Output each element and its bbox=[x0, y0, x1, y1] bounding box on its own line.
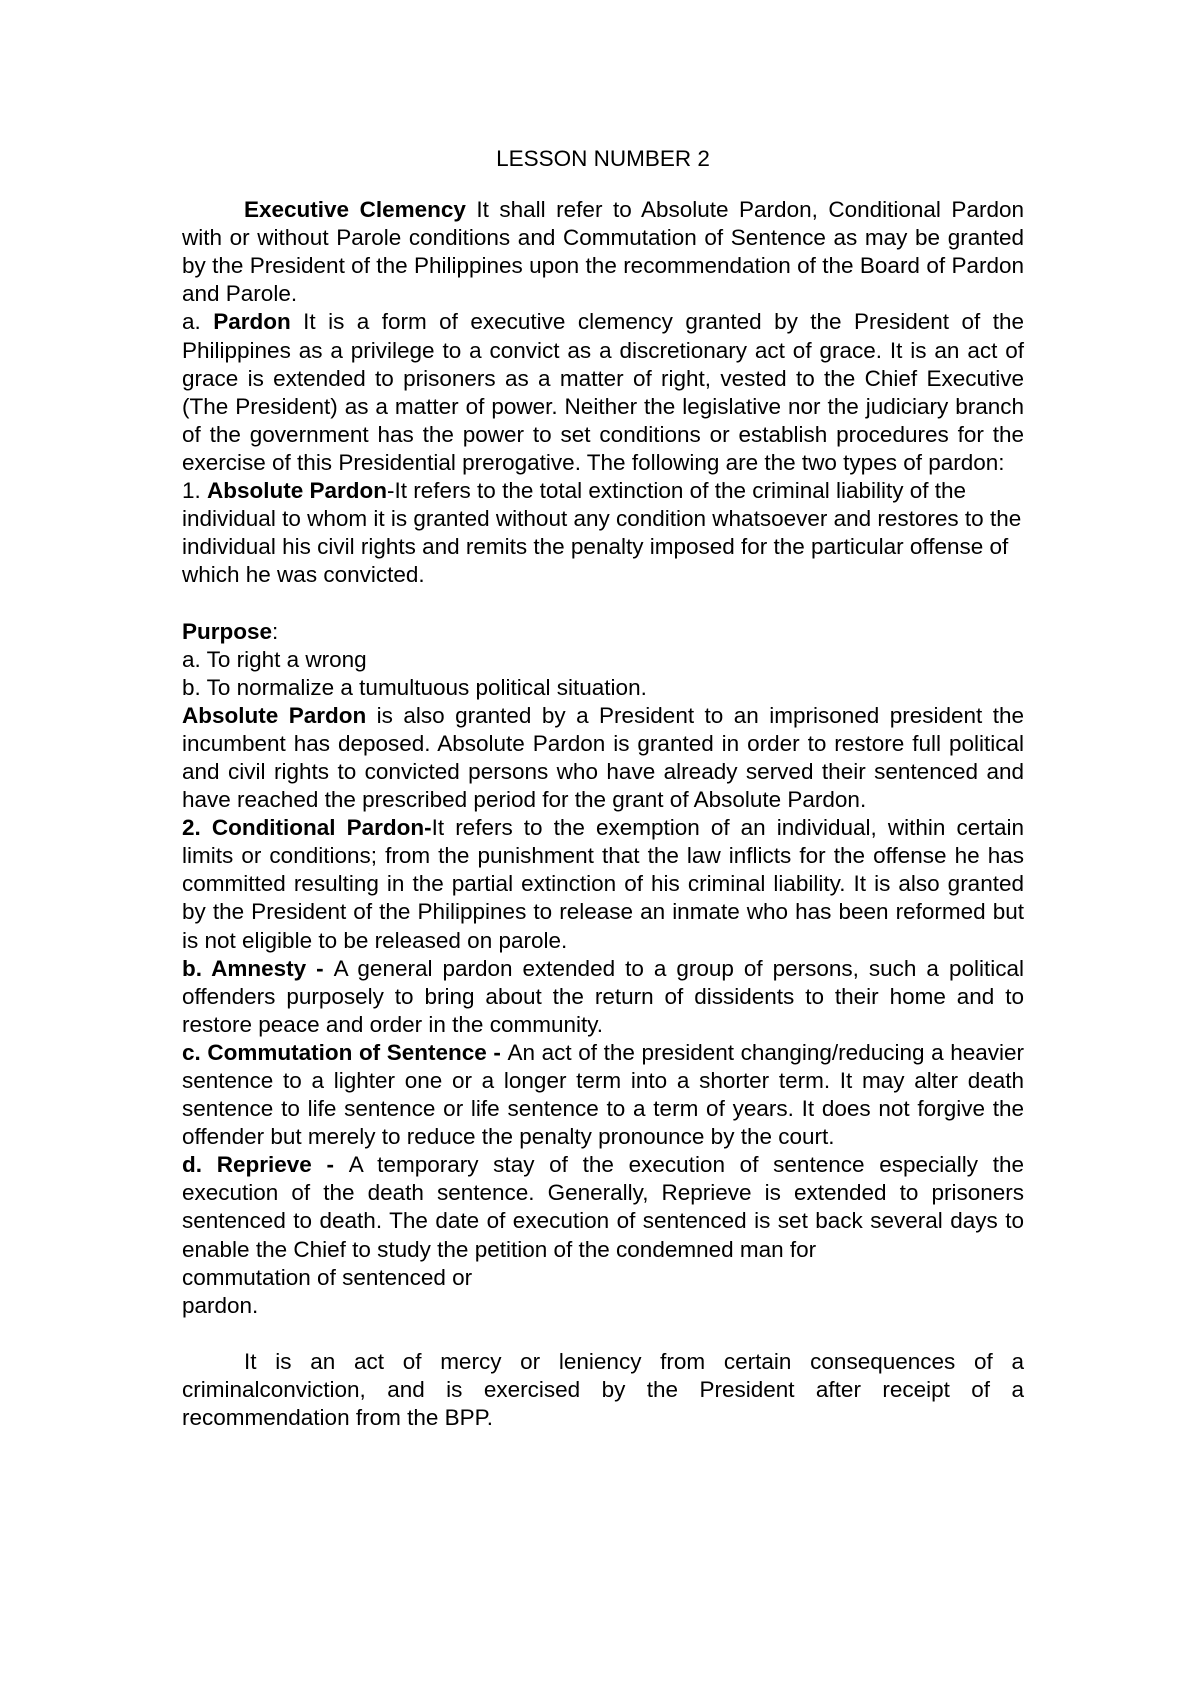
commutation-paragraph bbox=[182, 1039, 1024, 1151]
purpose-item: b. To normalize a tumultuous political situation. bbox=[182, 674, 647, 700]
absolute-pardon-text: -It refers to the total extinction of the criminal liability of the individual to whom it is granted without any condition whatsoever and restores to the individual his civil rights and remits the penalty imposed for the particular offense of which he was convicted. bbox=[182, 478, 1022, 588]
purpose-heading-label: Purpose bbox=[182, 618, 273, 644]
executive-clemency-term: Executive Clemency bbox=[244, 197, 466, 223]
absolute-pardon-2-term: Absolute Pardon bbox=[182, 702, 367, 728]
purpose-heading bbox=[182, 618, 1024, 646]
reprieve-paragraph bbox=[182, 1151, 1024, 1263]
absolute-pardon-paragraph bbox=[182, 477, 1024, 589]
purpose-item: a. To right a wrong bbox=[182, 646, 367, 672]
reprieve-term: d. Reprieve - bbox=[182, 1152, 349, 1178]
conditional-pardon-term: 2. Conditional Pardon- bbox=[182, 815, 432, 841]
blank-line bbox=[182, 1320, 1024, 1348]
absolute-pardon-2-paragraph bbox=[182, 702, 1024, 814]
closing-paragraph: It is an act of mercy or leniency from certain consequences of a criminalconviction, and is exercised by the President after receipt of a recommendation from the BPP. bbox=[182, 1348, 1024, 1431]
purpose-heading-colon: : bbox=[272, 618, 279, 644]
absolute-pardon-prefix: 1. bbox=[182, 478, 208, 504]
reprieve-line: pardon. bbox=[182, 1292, 259, 1318]
conditional-pardon-text: It refers to the exemption of an individual, within certain limits or conditions; from the punishment that the law inflicts for the offense he has committed resulting in the partial extinction of his criminal liability. It is also granted by the President of the Philippines to release an inmate who has been reformed but is not eligible to be released on parole. bbox=[182, 815, 1024, 953]
pardon-prefix: a. bbox=[182, 309, 214, 335]
absolute-pardon-2-text: is also granted by a President to an imprisoned president the incumbent has deposed. Absolute Pardon is granted in order to restore full political and civil rights to convicted persons who have already served their sentenced and have reached the prescribed period for the grant of Absolute Pardon. bbox=[182, 702, 1025, 813]
document-body bbox=[182, 145, 1024, 1432]
reprieve-text: A temporary stay of the execution of sentence especially the execution of the death sentence. Generally, Reprieve is extended to prisoners sentenced to death. The date of execution of sentenced is set back several days to enable the Chief to study the petition of the condemned man for bbox=[182, 1152, 1024, 1262]
commutation-term: c. Commutation of Sentence - bbox=[182, 1039, 508, 1065]
absolute-pardon-term: Absolute Pardon bbox=[207, 478, 388, 504]
page-title: LESSON NUMBER 2 bbox=[496, 146, 710, 171]
amnesty-term: b. Amnesty - bbox=[182, 955, 334, 981]
pardon-paragraph bbox=[182, 308, 1024, 477]
reprieve-line: commutation of sentenced or bbox=[182, 1264, 473, 1290]
pardon-text: It is a form of executive clemency granted by the President of the Philippines as a privilege to a convict as a discretionary act of grace. It is an act of grace is extended to prisoners as a matter of right, vested to the Chief Executive (The President) as a matter of power. Neither the legislative nor the judiciary branch of the government has the power to set conditions or establish procedures for the exercise of this Presidential prerogative. The following are the two types of pardon: bbox=[182, 309, 1024, 475]
conditional-pardon-paragraph bbox=[182, 814, 1024, 954]
blank-line bbox=[182, 589, 1024, 617]
pardon-term: Pardon bbox=[213, 309, 291, 335]
amnesty-text: A general pardon extended to a group of persons, such a political offenders purposely to bring about the return of dissidents to their home and to restore peace and order in the community. bbox=[182, 955, 1024, 1037]
executive-clemency-paragraph bbox=[182, 196, 1024, 308]
amnesty-paragraph bbox=[182, 955, 1024, 1039]
executive-clemency-text: It shall refer to Absolute Pardon, Conditional Pardon with or without Parole conditions and Commutation of Sentence as may be granted by the President of the Philippines upon the recommendation of the Board of Pardon and Parole. bbox=[182, 197, 1024, 307]
commutation-text: An act of the president changing/reducing a heavier sentence to a lighter one or a longer term into a shorter term. It may alter death sentence to life sentence or life sentence to a term of years. It does not forgive the offender but merely to reduce the penalty pronounce by the court. bbox=[182, 1039, 1024, 1150]
